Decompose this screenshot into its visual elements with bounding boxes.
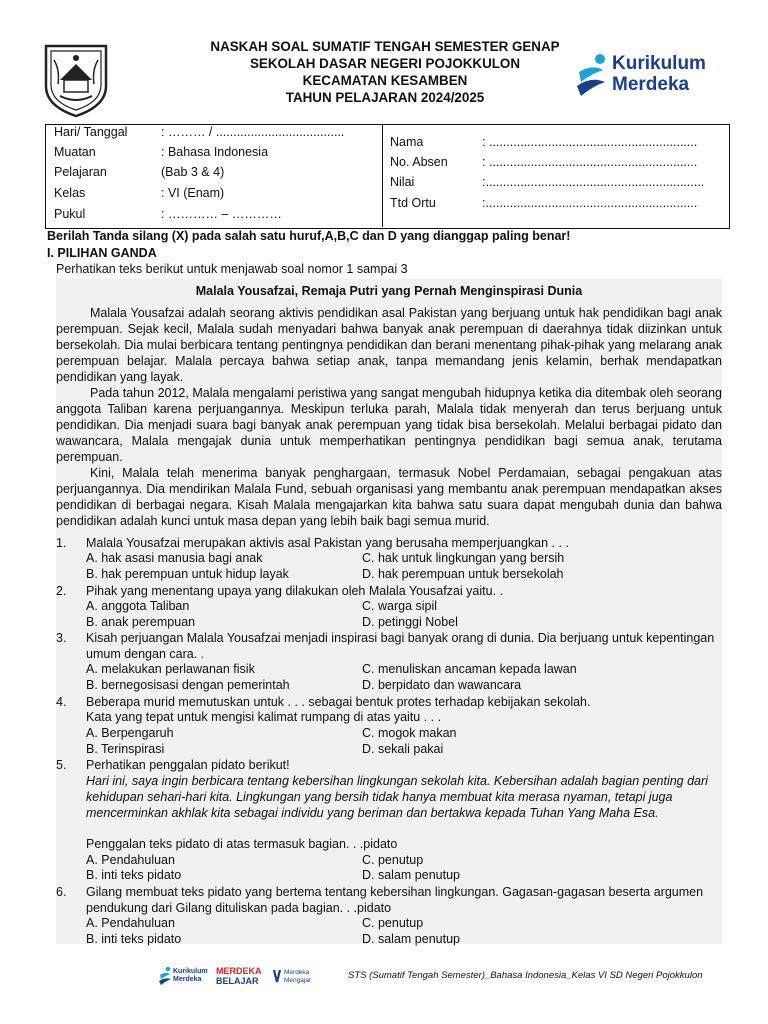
option-4d[interactable]: D. sekali pakai	[362, 742, 444, 756]
option-1c[interactable]: C. hak untuk lingkungan yang bersih	[362, 551, 565, 565]
option-2a[interactable]: A. anggota Taliban	[86, 599, 190, 613]
student-info-box	[45, 124, 730, 229]
option-5c[interactable]: C. penutup	[362, 853, 424, 867]
footer-logo-kurikulum: Kurikulum Merdeka	[173, 968, 208, 983]
page-footer	[158, 966, 728, 988]
footer-text: STS (Sumatif Tengah Semester)_Bahasa Indonesia_Kelas VI SD Negeri Pojokkulon	[348, 970, 703, 981]
header-title: NASKAH SOAL SUMATIF TENGAH SEMESTER GENAP	[210, 39, 560, 54]
section-heading: I. PILIHAN GANDA	[47, 246, 157, 260]
info-row-number: No. Absen : ............................................................	[390, 155, 698, 169]
header-district: KECAMATAN KESAMBEN	[302, 73, 468, 88]
option-3c[interactable]: C. menuliskan ancaman kepada lawan	[362, 662, 577, 676]
kurikulum-merdeka-logo: Kurikulum Merdeka	[612, 53, 706, 95]
option-4c[interactable]: C. mogok makan	[362, 726, 457, 740]
option-2b[interactable]: B. anak perempuan	[86, 615, 196, 629]
footer-logo-merdeka-belajar: MERDEKA BELAJAR	[216, 966, 262, 986]
option-6d[interactable]: D. salam penutup	[362, 932, 460, 946]
info-row-signature: Ttd Ortu :.............................................................	[390, 196, 698, 210]
option-2d[interactable]: D. petinggi Nobel	[362, 615, 458, 629]
header-school: SEKOLAH DASAR NEGERI POJOKKULON	[249, 56, 521, 71]
option-5d[interactable]: D. salam penutup	[362, 868, 460, 882]
option-1b[interactable]: B. hak perempuan untuk hidup layak	[86, 567, 289, 581]
info-row-name: Nama : ............................................................	[390, 135, 698, 149]
regency-emblem-icon	[40, 40, 112, 118]
instruction-text: Berilah Tanda silang (X) pada salah satu huruf,A,B,C dan D yang dianggap paling benar!	[47, 229, 571, 243]
option-4a[interactable]: A. Berpengaruh	[86, 726, 174, 740]
option-3a[interactable]: A. melakukan perlawanan fisik	[86, 662, 255, 676]
document-header	[140, 38, 630, 106]
reading-note: Perhatikan teks berikut untuk menjawab soal nomor 1 sampai 3	[56, 262, 408, 276]
info-row-score: Nilai :...............................................................	[390, 175, 705, 189]
option-4b[interactable]: B. Terinspirasi	[86, 742, 165, 756]
merdeka-mengajar-icon	[272, 968, 282, 984]
option-5a[interactable]: A. Pendahuluan	[86, 853, 175, 867]
header-year: TAHUN PELAJARAN 2024/2025	[285, 90, 485, 105]
option-1a[interactable]: A. hak asasi manusia bagi anak	[86, 551, 263, 565]
option-6b[interactable]: B. inti teks pidato	[86, 932, 182, 946]
option-5b[interactable]: B. inti teks pidato	[86, 868, 182, 882]
question-4-prompt: Kata yang tepat untuk mengisi kalimat rumpang di atas yaitu . . .	[86, 710, 442, 724]
kurikulum-merdeka-small-icon	[158, 966, 172, 986]
option-3b[interactable]: B. bernegosisasi dengan pemerintah	[86, 678, 290, 692]
reading-paragraph-2: Pada tahun 2012, Malala mengalami peristiwa yang sangat mengubah hidupnya ketika dia ditembak oleh seorang anggota Taliban karena perjuangannya. Meskipun terluka parah, Malala tidak menyerah dan terus berjuang untuk pendidikan. Dia menjadi suara bagi banyak anak perempuan yang tidak bisa bersekolah. Melalui berbagai pidato dan wawancara, Malala mengajak dunia untuk memperhatikan pentingnya pendidikan bagi semua anak, terutama perempuan.	[56, 386, 722, 464]
option-3d[interactable]: D. berpidato dan wawancara	[362, 678, 522, 692]
option-6c[interactable]: C. penutup	[362, 916, 424, 930]
option-2c[interactable]: C. warga sipil	[362, 599, 438, 613]
exam-info-panel: Hari/ Tanggal : ……… / ..................................... Muatan : Bahasa Indonesia Pelajaran (Bab 3 & 4) Kelas : VI (Enam) Pukul : ………… – …………	[46, 125, 383, 227]
option-1d[interactable]: D. hak perempuan untuk bersekolah	[362, 567, 564, 581]
reading-title: Malala Yousafzai, Remaja Putri yang Pernah Menginspirasi Dunia	[195, 284, 583, 298]
footer-logo-merdeka-mengajar: Merdeka Mengajar	[284, 969, 312, 984]
reading-paragraph-1: Malala Yousafzai adalah seorang aktivis pendidikan asal Pakistan yang berjuang untuk hak pendidikan bagi anak perempuan. Sejak kecil, Malala sudah menyadari bahwa banyak anak perempuan di daerahnya tidak diizinkan untuk bersekolah. Dia mulai berbicara tentang pentingnya pendidikan dan berani menentang pihak-pihak yang melarang anak perempuan belajar. Malala percaya bahwa setiap anak, tanpa memandang jenis kelamin, berhak mendapatkan pendidikan yang layak.	[56, 306, 722, 384]
question-5-prompt: Penggalan teks pidato di atas termasuk bagian. . .pidato	[86, 837, 398, 851]
speech-excerpt: Hari ini, saya ingin berbicara tentang kebersihan lingkungan sekolah kita. Kebersihan adalah bagian penting dari kehidupan sehari-hari kita. Lingkungan yang bersih tidak hanya membuat kita merasa nyaman, tetapi juga mencerminkan akhlak kita sebagai individu yang beriman dan bertakwa kepada Tuhan Yang Maha Esa.	[86, 774, 708, 820]
reading-paragraph-3: Kini, Malala telah menerima banyak penghargaan, termasuk Nobel Perdamaian, sebagai pengakuan atas perjuangannya. Dia mendirikan Malala Fund, sebuah organisasi yang membantu anak perempuan mendapatkan akses pendidikan di berbagai negara. Kisah Malala mengajarkan kita bahwa satu suara dapat mengubah dunia dan bahwa pendidikan adalah kunci untuk masa depan yang lebih baik bagi semua murid.	[56, 466, 722, 528]
option-6a[interactable]: A. Pendahuluan	[86, 916, 175, 930]
kurikulum-merdeka-logo-icon	[573, 52, 611, 100]
